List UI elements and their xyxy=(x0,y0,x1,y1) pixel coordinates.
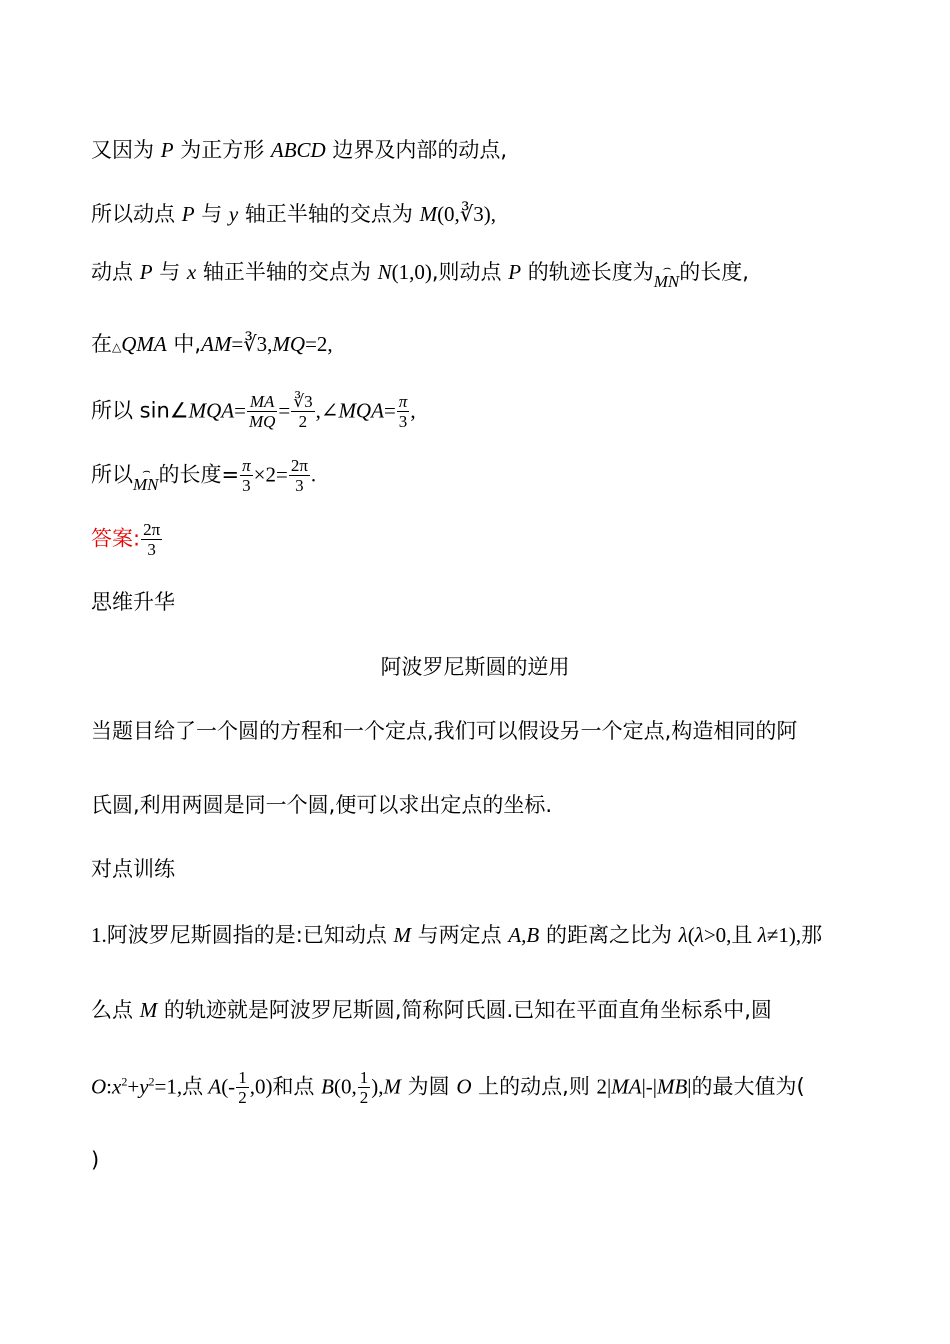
arc-hat: ⌢ xyxy=(141,462,151,478)
math-var: QMA xyxy=(121,332,167,356)
math-num: =2, xyxy=(305,332,333,356)
section-title: 阿波罗尼斯圆的逆用 xyxy=(380,655,570,679)
text: 与两定点 xyxy=(411,923,509,947)
section-heading: 对点训练 xyxy=(91,857,175,881)
numerator: 2π xyxy=(143,520,161,539)
math-var: MQA xyxy=(188,398,235,423)
math-num: |-| xyxy=(641,1074,657,1099)
text: 为圆 xyxy=(400,1074,457,1099)
text: 为正方形 xyxy=(173,138,271,162)
math-var: A xyxy=(208,1074,222,1099)
math-var: P xyxy=(508,260,522,284)
math-root: ∛3 xyxy=(459,202,484,226)
math-var: O xyxy=(456,1074,472,1099)
text: 的距离之比为 xyxy=(539,923,679,947)
math-var: M xyxy=(393,923,411,947)
text: 的长度= xyxy=(158,462,240,487)
line-2 xyxy=(91,200,870,228)
math-num: , xyxy=(410,398,416,423)
math-var: MQ xyxy=(272,332,306,356)
text: 与 xyxy=(152,260,187,284)
text: 中, xyxy=(166,332,202,356)
text: 阿波罗尼斯圆指的是:已知动点 xyxy=(106,923,394,947)
math-num: =∛3, xyxy=(231,332,273,356)
answer-label: 答案: xyxy=(91,526,141,551)
section-heading: 思维升华 xyxy=(91,590,175,614)
numerator: π xyxy=(242,456,251,475)
triangle-icon: △ xyxy=(112,340,122,354)
math-var: MA xyxy=(611,1074,642,1099)
fraction xyxy=(358,1068,371,1107)
math-var: P xyxy=(139,260,153,284)
math-var: B xyxy=(321,1074,334,1099)
math-num: ,0) xyxy=(249,1074,273,1099)
math-var: λ xyxy=(694,923,704,947)
answer-fraction xyxy=(141,520,162,559)
math-num: ), xyxy=(483,202,496,226)
math-var: AM xyxy=(201,332,232,356)
math-var: y xyxy=(139,1074,149,1099)
text: 的轨迹长度为 xyxy=(521,260,654,284)
text: 么点 xyxy=(91,998,140,1022)
math-num: : xyxy=(106,1074,113,1099)
math-var: MQA xyxy=(338,398,384,423)
text: ,则动点 xyxy=(431,260,509,284)
text: 在 xyxy=(91,332,112,356)
fraction xyxy=(291,392,314,431)
math-num: =1,点 xyxy=(154,1074,209,1099)
math-num: . xyxy=(310,462,317,487)
fraction xyxy=(397,392,410,431)
math-num: = xyxy=(383,398,396,423)
math-num: = xyxy=(234,398,246,423)
text: 上的动点,则 xyxy=(471,1074,597,1099)
math-num: (0, xyxy=(437,202,460,226)
math-num: ,∠ xyxy=(315,398,339,423)
denominator: 2 xyxy=(238,1088,247,1107)
text: 的长度, xyxy=(679,260,749,284)
math-var: λ xyxy=(757,923,767,947)
denominator: 3 xyxy=(242,476,251,495)
answer-line xyxy=(91,520,870,559)
arc-hat: ⌢ xyxy=(662,260,671,275)
math-num: + xyxy=(127,1074,140,1099)
problem-number: 1. xyxy=(91,923,107,947)
math-var: ABCD xyxy=(270,138,326,162)
math-var: MB xyxy=(656,1074,688,1099)
text: 边界及内部的动点, xyxy=(325,138,508,162)
line-3 xyxy=(91,258,870,296)
math-var: M xyxy=(139,998,158,1022)
line-6 xyxy=(91,456,870,499)
numerator: MA xyxy=(247,392,277,412)
math-num: (1,0) xyxy=(391,260,432,284)
denominator: 3 xyxy=(147,540,156,559)
text: 轴正半轴的交点为 xyxy=(196,260,378,284)
math-var: P xyxy=(181,202,195,226)
line-5 xyxy=(91,392,870,431)
math-var: N xyxy=(377,260,392,284)
math-num: 2| xyxy=(596,1074,612,1099)
text: 所以 xyxy=(91,462,133,487)
math-var: x xyxy=(112,1074,122,1099)
math-var: A,B xyxy=(508,923,540,947)
fraction xyxy=(240,456,253,495)
math-num: >0,且 xyxy=(703,923,758,947)
denominator: 3 xyxy=(398,412,408,431)
numerator: ∛3 xyxy=(293,392,313,411)
problem-line xyxy=(91,1068,870,1107)
math-var: M xyxy=(383,1074,401,1099)
numerator: 1 xyxy=(238,1068,247,1087)
math-num: ×2= xyxy=(253,462,288,487)
text: 所以动点 xyxy=(91,202,182,226)
problem-line xyxy=(91,996,870,1024)
denominator: MQ xyxy=(248,412,276,431)
math-num: ), xyxy=(371,1074,384,1099)
exponent: 2 xyxy=(121,1074,128,1089)
math-var: λ xyxy=(678,923,688,947)
denominator: 2 xyxy=(359,1088,369,1107)
numerator: 2π xyxy=(290,456,308,475)
fraction xyxy=(247,392,277,431)
math-num: ≠1),那 xyxy=(766,923,823,947)
text: 和点 xyxy=(272,1074,322,1099)
math-var: O xyxy=(91,1074,107,1099)
arc-label: MN xyxy=(653,272,680,291)
text: 的最大值为( xyxy=(691,1074,805,1099)
text: 轴正半轴的交点为 xyxy=(238,202,420,226)
line-1 xyxy=(91,136,870,164)
math-num: | xyxy=(687,1074,692,1099)
problem-line xyxy=(91,921,870,949)
text: 动点 xyxy=(91,260,140,284)
paragraph-line: 当题目给了一个圆的方程和一个定点,我们可以假设另一个定点,构造相同的阿 xyxy=(91,719,798,743)
text: 所以 sin∠ xyxy=(91,398,189,423)
math-var: P xyxy=(160,138,174,162)
paragraph-line: 氏圆,利用两圆是同一个圆,便可以求出定点的坐标. xyxy=(91,793,553,817)
denominator: 2 xyxy=(298,412,308,431)
line-4 xyxy=(91,330,870,361)
math-num: = xyxy=(278,398,291,423)
arc-mn xyxy=(133,462,159,499)
math-var: x xyxy=(186,260,197,284)
exponent: 2 xyxy=(148,1074,155,1089)
math-num: ( xyxy=(687,923,695,947)
numerator: π xyxy=(398,392,408,411)
math-num: (- xyxy=(221,1074,236,1099)
numerator: 1 xyxy=(359,1068,369,1087)
math-var: y xyxy=(228,202,239,226)
text: 的轨迹就是阿波罗尼斯圆,简称阿氏圆.已知在平面直角坐标系中,圆 xyxy=(157,998,772,1022)
fraction xyxy=(289,456,310,495)
text: 又因为 xyxy=(91,138,161,162)
arc-mn xyxy=(653,260,680,296)
arc-label: MN xyxy=(133,474,159,494)
math-var: M xyxy=(419,202,438,226)
text: 与 xyxy=(194,202,229,226)
fraction xyxy=(236,1068,249,1107)
problem-line: ) xyxy=(91,1148,100,1172)
math-num: (0, xyxy=(333,1074,357,1099)
denominator: 3 xyxy=(295,476,304,495)
